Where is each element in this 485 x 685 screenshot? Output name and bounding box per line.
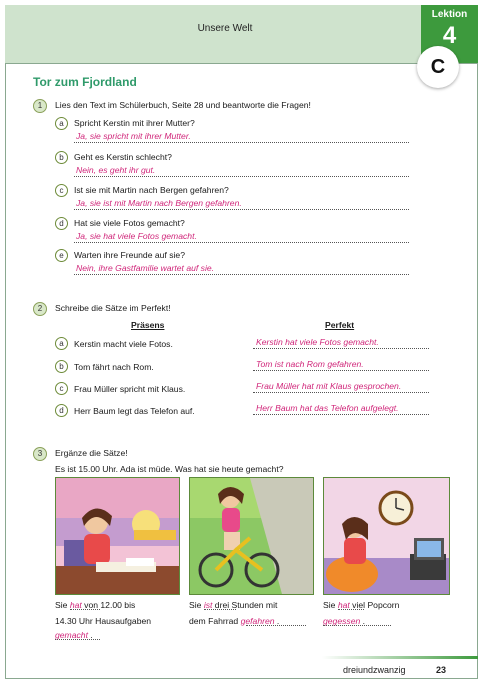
ex2-letter-c: c [55, 382, 68, 395]
ex2-letter-b: b [55, 360, 68, 373]
ex1-question-b: Geht es Kerstin schlecht? [74, 152, 172, 162]
ex2-perfekt-a[interactable]: Kerstin hat viele Fotos gemacht. [256, 337, 379, 347]
col-head-praesens: Präsens [131, 320, 165, 330]
exercise-1-instruction: Lies den Text im Schülerbuch, Seite 28 und beantworte die Fragen! [55, 100, 311, 110]
caption-1-gap-1[interactable]: hat [69, 600, 82, 610]
caption-3-text-1: Sie [323, 600, 336, 610]
exercise-3-intro: Es ist 15.00 Uhr. Ada ist müde. Was hat sie heute gemacht? [55, 464, 284, 474]
ex1-line-c [74, 209, 409, 210]
ex2-letter-d: d [55, 404, 68, 417]
ex2-praesens-d: Herr Baum legt das Telefon auf. [74, 406, 195, 416]
exercise-3-number: 3 [33, 447, 47, 461]
lektion-label: Lektion [431, 9, 468, 20]
exercise-3-instruction: Ergänze die Sätze! [55, 448, 128, 458]
ex2-perfekt-b[interactable]: Tom ist nach Rom gefahren. [256, 359, 364, 369]
ex1-letter-d: d [55, 217, 68, 230]
exercise-1-number: 1 [33, 99, 47, 113]
girl-eating-popcorn-watching-tv-illustration [323, 477, 450, 595]
ex2-line-a [253, 348, 429, 349]
ex1-answer-e[interactable]: Nein, ihre Gastfamilie wartet auf sie. [76, 263, 215, 273]
caption-2-gap-1[interactable]: ist [203, 600, 213, 610]
ex1-question-c: Ist sie mit Martin nach Bergen gefahren? [74, 185, 229, 195]
ex2-line-b [253, 370, 429, 371]
ex1-line-e [74, 274, 409, 275]
girl-studying-at-desk-illustration [55, 477, 180, 595]
ex1-line-b [74, 176, 409, 177]
page-number: 23 [436, 665, 447, 675]
footer-bar [322, 656, 478, 659]
caption-2-end: . [276, 616, 280, 626]
ex2-praesens-c: Frau Müller spricht mit Klaus. [74, 384, 186, 394]
page-number-word: dreiundzwanzig [343, 665, 406, 675]
ex2-perfekt-c[interactable]: Frau Müller hat mit Klaus gesprochen. [256, 381, 402, 391]
caption-3-gap-2-line [323, 625, 391, 626]
exercise-2-number: 2 [33, 302, 47, 316]
caption-1-end: . [90, 630, 93, 640]
page-header [5, 5, 478, 64]
caption-2-gap-2[interactable]: gefahren [240, 616, 275, 626]
girl-riding-bicycle-illustration [189, 477, 314, 595]
caption-2-gap-1-line [204, 609, 236, 610]
caption-3-text-2: viel Popcorn [352, 600, 400, 610]
ex1-question-e: Warten ihre Freunde auf sie? [74, 250, 185, 260]
ex2-perfekt-d[interactable]: Herr Baum hat das Telefon aufgelegt. [256, 403, 399, 413]
ex1-answer-a[interactable]: Ja, sie spricht mit ihrer Mutter. [76, 131, 191, 141]
ex1-answer-b[interactable]: Nein, es geht ihr gut. [76, 165, 156, 175]
ex2-letter-a: a [55, 337, 68, 350]
ex1-letter-b: b [55, 151, 68, 164]
col-head-perfekt: Perfekt [325, 320, 355, 330]
ex1-letter-c: c [55, 184, 68, 197]
ex2-praesens-b: Tom fährt nach Rom. [74, 362, 154, 372]
caption-1-gap-1-line [70, 609, 100, 610]
ex1-letter-a: a [55, 117, 68, 130]
ex1-line-d [74, 242, 409, 243]
ex2-line-d [253, 414, 429, 415]
ex1-answer-c[interactable]: Ja, sie ist mit Martin nach Bergen gefahren. [76, 198, 242, 208]
unit-title: Unsere Welt [197, 23, 253, 34]
caption-1-gap-2-line [55, 639, 100, 640]
caption-3-gap-2[interactable]: gegessen [323, 616, 361, 626]
section-title: Tor zum Fjordland [33, 75, 137, 89]
caption-3-gap-1-line [338, 609, 364, 610]
caption-2-text-1: Sie [189, 600, 202, 610]
ex1-question-a: Spricht Kerstin mit ihrer Mutter? [74, 118, 195, 128]
ex2-praesens-a: Kerstin macht viele Fotos. [74, 339, 173, 349]
ex1-line-a [74, 142, 409, 143]
lektion-number: 4 [442, 22, 457, 49]
caption-2-text-3: dem Fahrrad [189, 616, 239, 626]
exercise-2-instruction: Schreibe die Sätze im Perfekt! [55, 303, 171, 313]
ex1-question-d: Hat sie viele Fotos gemacht? [74, 218, 185, 228]
caption-2-gap-2-line [246, 625, 306, 626]
ex1-answer-d[interactable]: Ja, sie hat viele Fotos gemacht. [76, 231, 197, 241]
caption-1-text-1: Sie [55, 600, 68, 610]
caption-3-gap-1[interactable]: hat [337, 600, 350, 610]
caption-3-end: . [362, 616, 366, 626]
caption-1-line-2: 14.30 Uhr Hausaufgaben [55, 616, 152, 626]
section-badge: C [417, 46, 459, 88]
ex1-letter-e: e [55, 249, 68, 262]
caption-1-gap-2[interactable]: gemacht [55, 630, 88, 640]
caption-2-text-2: drei Stunden mit [214, 600, 278, 610]
caption-1-text-2: von 12.00 bis [84, 600, 136, 610]
ex2-line-c [253, 392, 429, 393]
